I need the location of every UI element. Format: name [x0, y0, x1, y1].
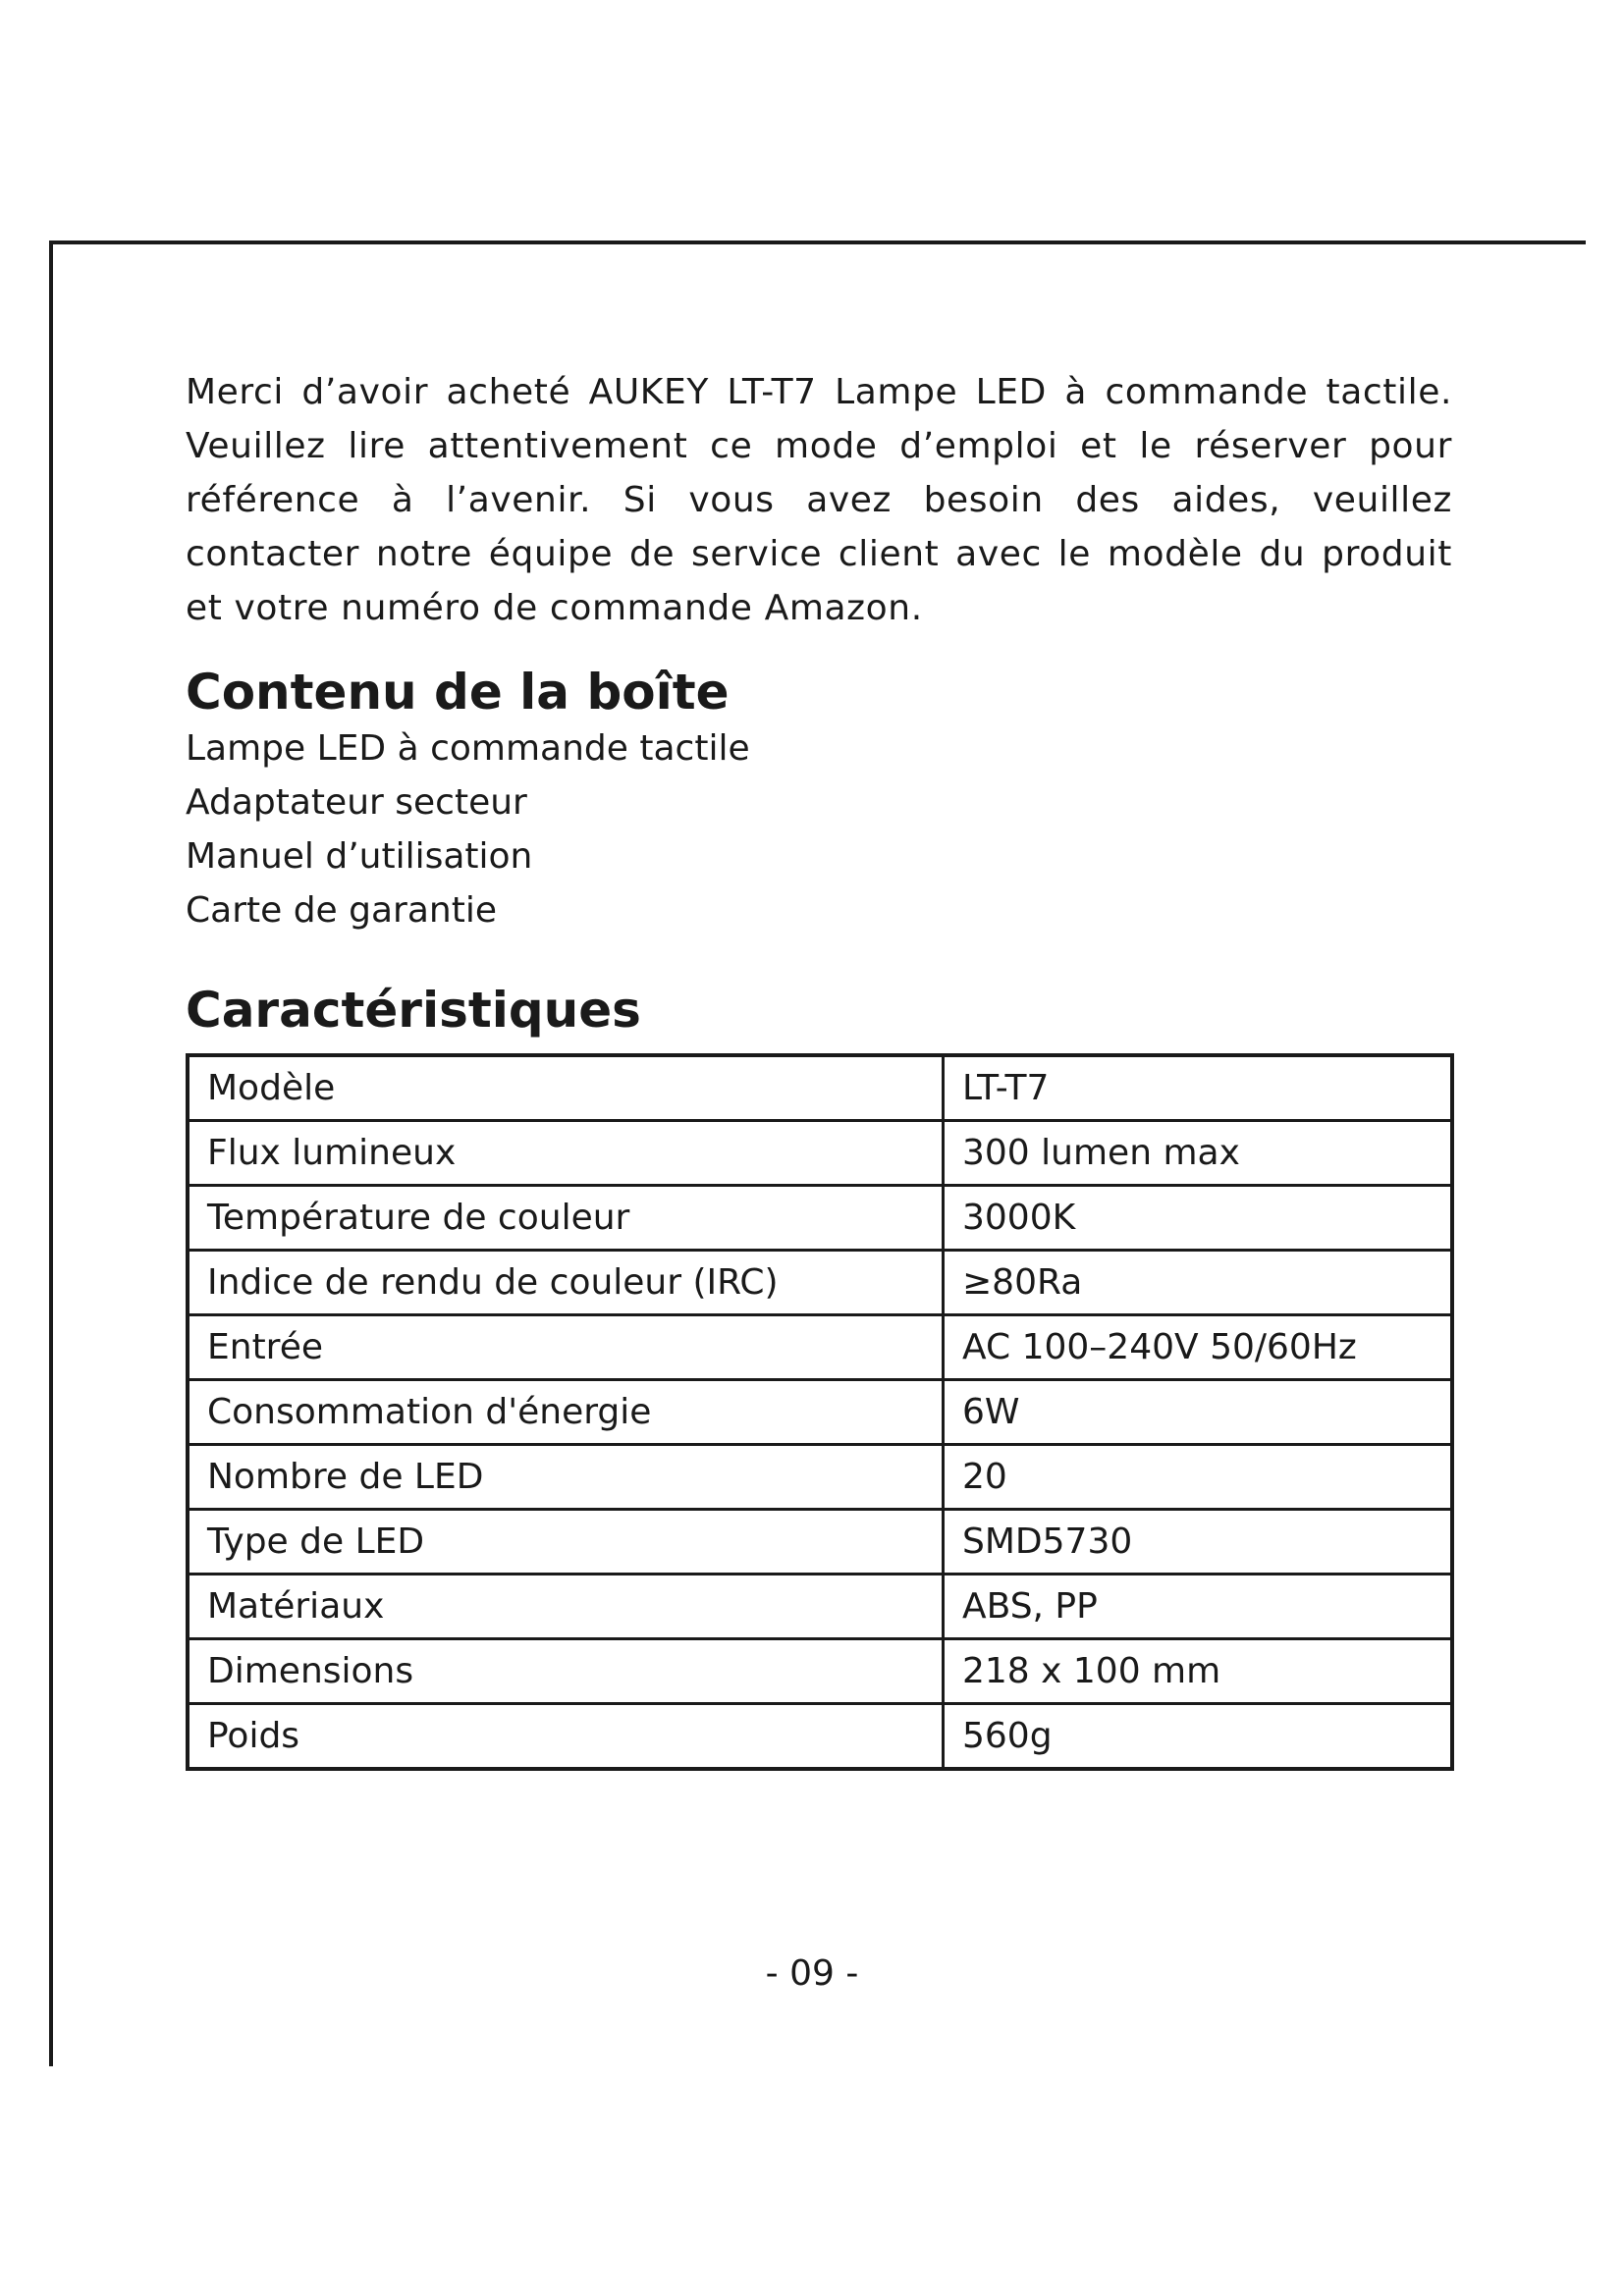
spec-label: Dimensions [188, 1639, 944, 1704]
table-row [188, 1251, 1452, 1315]
table-row [188, 1575, 1452, 1639]
box-contents-item: Manuel d’utilisation [186, 836, 533, 877]
table-row [188, 1186, 1452, 1251]
table-row [188, 1510, 1452, 1575]
box-contents-item: Adaptateur secteur [186, 782, 527, 823]
spec-value: LT-T7 [944, 1055, 1453, 1121]
box-contents-list [186, 721, 1452, 937]
spec-value: 218 x 100 mm [944, 1639, 1453, 1704]
frame-top-border [49, 240, 1586, 244]
spec-label: Type de LED [188, 1510, 944, 1575]
table-row [188, 1445, 1452, 1510]
table-row [188, 1380, 1452, 1445]
box-contents-item: Carte de garantie [186, 890, 498, 931]
frame-left-border [49, 240, 53, 2066]
box-contents-heading: Contenu de la boîte [186, 664, 730, 721]
table-row [188, 1639, 1452, 1704]
spec-value: 6W [944, 1380, 1453, 1445]
spec-value: 560g [944, 1704, 1453, 1770]
spec-value: 20 [944, 1445, 1453, 1510]
spec-label: Température de couleur [188, 1186, 944, 1251]
spec-label: Flux lumineux [188, 1121, 944, 1186]
spec-label: Matériaux [188, 1575, 944, 1639]
spec-value: AC 100–240V 50/60Hz [944, 1315, 1453, 1380]
specifications-heading: Caractéristiques [186, 982, 641, 1039]
table-row [188, 1121, 1452, 1186]
specifications-table [186, 1053, 1454, 1771]
box-contents-item: Lampe LED à commande tactile [186, 728, 750, 769]
page-number: - 09 - [765, 1953, 859, 1994]
intro-paragraph: Merci d’avoir acheté AUKEY LT-T7 Lampe LED à commande tactile. Veuillez lire attentivement ce mode d’emploi et le réserver pour référence à l’avenir. Si vous avez besoin des aides, veuillez contacter notre équipe de service client avec le modèle du produit et votre numéro de commande Amazon. [186, 372, 1452, 628]
spec-label: Nombre de LED [188, 1445, 944, 1510]
spec-label: Consommation d'énergie [188, 1380, 944, 1445]
spec-value: ≥80Ra [944, 1251, 1453, 1315]
table-row [188, 1055, 1452, 1121]
spec-value: ABS, PP [944, 1575, 1453, 1639]
spec-label: Poids [188, 1704, 944, 1770]
spec-value: 300 lumen max [944, 1121, 1453, 1186]
table-row [188, 1315, 1452, 1380]
table-row [188, 1704, 1452, 1770]
spec-label: Indice de rendu de couleur (IRC) [188, 1251, 944, 1315]
spec-value: SMD5730 [944, 1510, 1453, 1575]
page-content [186, 365, 1452, 1771]
spec-label: Modèle [188, 1055, 944, 1121]
spec-label: Entrée [188, 1315, 944, 1380]
spec-value: 3000K [944, 1186, 1453, 1251]
